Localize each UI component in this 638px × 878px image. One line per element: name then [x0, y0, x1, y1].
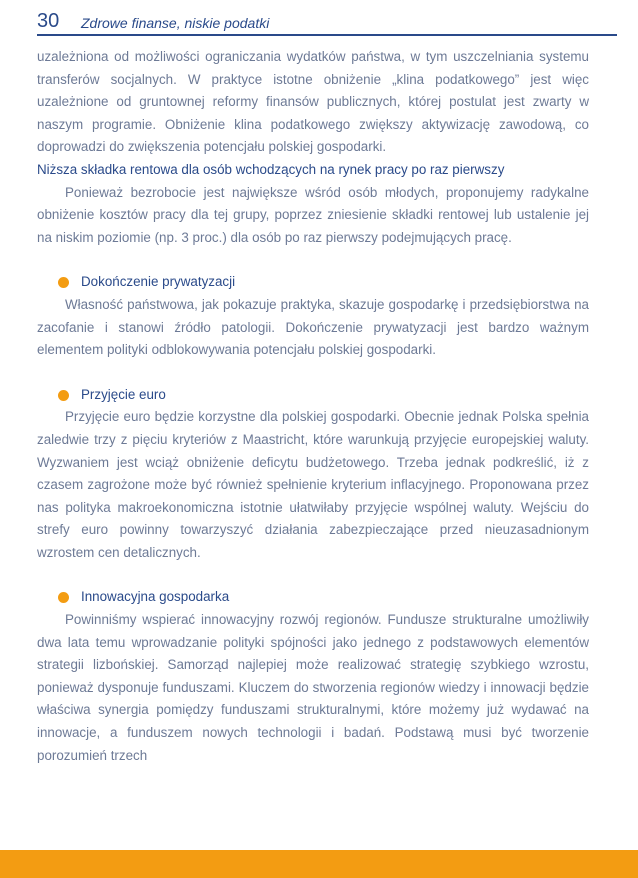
section-title: Przyjęcie euro	[81, 386, 166, 402]
footer-bar	[0, 850, 638, 878]
intro-paragraph: uzależniona od możliwości ograniczania wydatków państwa, w tym uszczelniania systemu transferów socjalnych. W praktyce istotne obniżenie „klina podatkowego” jest więc uzależnione od gruntownej reformy finansów publicznych, której postulat jest zwarty w naszym programie. Obniżenie klina podatkowego zwiększy aktywizację zawodową, co doprowadzi do zwiększenia potencjału polskiej gospodarki.	[37, 49, 589, 155]
section-euro	[37, 384, 589, 565]
section-heading	[37, 586, 589, 609]
section-privatization	[37, 271, 589, 361]
subheading-pension-contribution: Niższa składka rentowa dla osób wchodzących na rynek pracy po raz pierwszy	[37, 161, 505, 177]
page-header	[37, 12, 617, 36]
pension-paragraph: Ponieważ bezrobocie jest największe wśród osób młodych, proponujemy radykalne obniżenie kosztów pracy dla tej grupy, poprzez zniesienie składki rentowej lub ustalenie jej na niskim poziomie (np. 3 proc.) dla osób po raz pierwszy podejmujących pracę.	[37, 184, 589, 245]
section-text: Powinniśmy wspierać innowacyjny rozwój regionów. Fundusze strukturalne umożliwiły dwa lata temu wprowadzanie polityki spójności jako jednego z podstawowych elementów strategii lizbońskiej. Samorząd najlepiej może realizować strategię szybkiego wzrostu, ponieważ dysponuje funduszami. Kluczem do stworzenia regionów wiedzy i innowacji będzie właściwa synergia pomiędzy funduszami strukturalnymi, które możemy już wydawać na innowacje, a funduszem nowych technologii i badań. Podstawą musi być tworzenie porozumień trzech	[37, 612, 589, 763]
section-heading	[37, 384, 589, 407]
section-heading	[37, 271, 589, 294]
running-title: Zdrowe finanse, niskie podatki	[81, 15, 270, 31]
bullet-icon	[58, 592, 69, 603]
bullet-icon	[58, 277, 69, 288]
section-innovation	[37, 586, 589, 767]
section-text: Przyjęcie euro będzie korzystne dla polskiej gospodarki. Obecnie jednak Polska spełnia zaledwie trzy z pięciu kryteriów z Maastricht, które warunkują przyjęcie europejskiej waluty. Wyzwaniem jest wciąż obniżenie deficytu budżetowego. Trzeba jednak podkreślić, iż z czasem zagrożone może być również spełnienie kryterium inflacyjnego. Proponowana przez nas polityka makroekonomiczna istotnie ułatwiłaby przyjęcie wspólnej waluty. Wejściu do strefy euro powinny towarzyszyć działania zabezpieczające przed nieuzasadnionym wzrostem cen detalicznych.	[37, 409, 589, 560]
section-title: Dokończenie prywatyzacji	[81, 274, 236, 290]
page-content	[37, 46, 589, 767]
bullet-icon	[58, 390, 69, 401]
section-text: Własność państwowa, jak pokazuje praktyka, skazuje gospodarkę i przedsiębiorstwa na zacofanie i stanowi źródło patologii. Dokończenie prywatyzacji jest bardzo ważnym elementem polityki odblokowywania potencjału polskiej gospodarki.	[37, 296, 589, 358]
section-title: Innowacyjna gospodarka	[81, 589, 230, 605]
page-number: 30	[37, 10, 60, 32]
